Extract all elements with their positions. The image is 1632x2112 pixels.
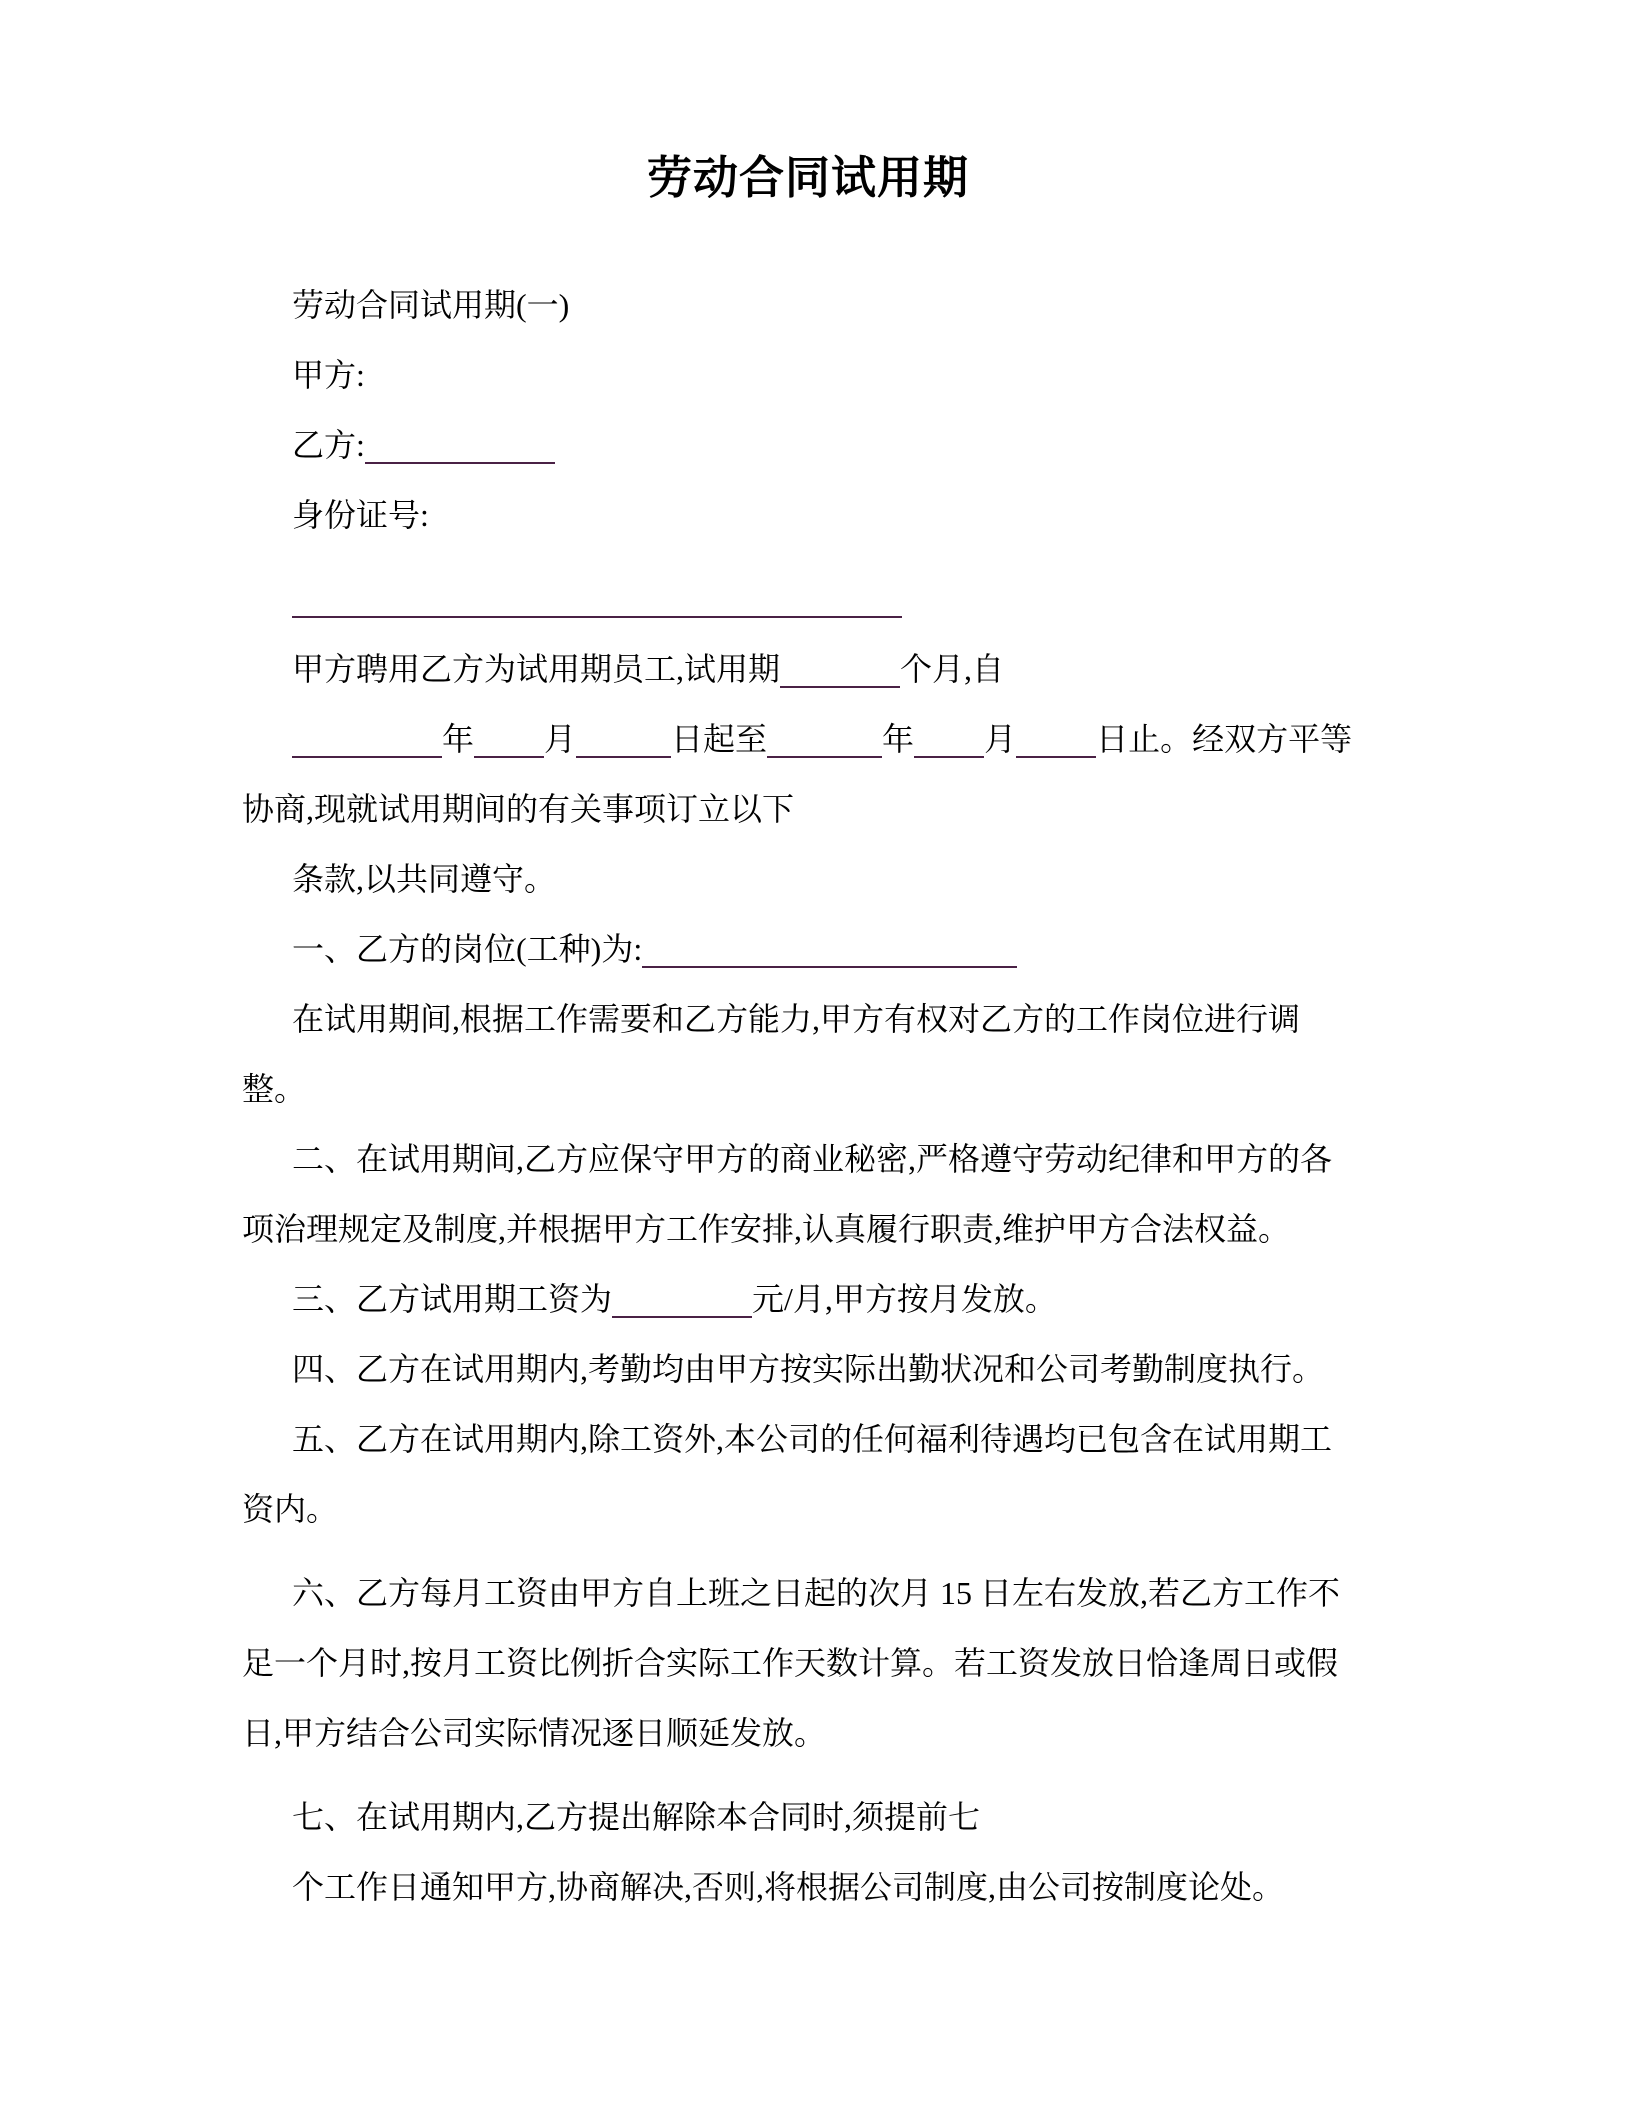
paragraph-line xyxy=(242,1782,1374,1852)
text-run: 日起至 xyxy=(671,721,768,757)
fill-in-blank-underline xyxy=(1016,756,1096,758)
paragraph-line xyxy=(242,844,1374,914)
fill-in-blank-underline xyxy=(365,462,555,464)
paragraph-line xyxy=(242,774,1374,844)
fill-in-blank-underline xyxy=(474,756,544,758)
text-run: 个月,自 xyxy=(900,651,1005,687)
text-run: 足一个月时,按月工资比例折合实际工作天数计算。若工资发放日恰逢周日或假 xyxy=(242,1645,1339,1681)
text-run: 一、乙方的岗位(工种)为: xyxy=(292,931,643,967)
document-body xyxy=(242,270,1374,1922)
fill-in-blank-underline xyxy=(292,756,442,758)
paragraph-line xyxy=(242,340,1374,410)
text-run: 整。 xyxy=(242,1071,307,1107)
paragraph-line xyxy=(242,1474,1374,1544)
text-run: 日止。经双方平等 xyxy=(1096,721,1353,757)
paragraph-line xyxy=(242,410,1374,480)
text-run: 协商,现就试用期间的有关事项订立以下 xyxy=(242,791,795,827)
text-run: 四、乙方在试用期内,考勤均由甲方按实际出勤状况和公司考勤制度执行。 xyxy=(292,1351,1325,1387)
paragraph-line xyxy=(242,1404,1374,1474)
paragraph-line xyxy=(242,1124,1374,1194)
fill-in-blank-underline xyxy=(914,756,984,758)
fill-in-blank-underline xyxy=(292,616,902,618)
paragraph-line xyxy=(242,914,1374,984)
text-run: 劳动合同试用期(一) xyxy=(292,287,570,323)
text-run: 日,甲方结合公司实际情况逐日顺延发放。 xyxy=(242,1715,827,1751)
text-run: 年 xyxy=(882,721,915,757)
text-run: 月 xyxy=(984,721,1017,757)
fill-in-blank-underline xyxy=(642,966,1017,968)
paragraph-line xyxy=(242,984,1374,1054)
text-run: 项治理规定及制度,并根据甲方工作安排,认真履行职责,维护甲方合法权益。 xyxy=(242,1211,1291,1247)
document-title: 劳动合同试用期 xyxy=(646,153,969,203)
paragraph-line xyxy=(242,704,1374,774)
paragraph-line xyxy=(242,1194,1374,1264)
paragraph-line xyxy=(242,1334,1374,1404)
text-run: 在试用期间,根据工作需要和乙方能力,甲方有权对乙方的工作岗位进行调 xyxy=(292,1001,1301,1037)
text-run: 条款,以共同遵守。 xyxy=(292,861,557,897)
fill-in-blank-underline xyxy=(612,1316,752,1318)
fill-in-blank-underline xyxy=(576,756,671,758)
text-run: 五、乙方在试用期内,除工资外,本公司的任何福利待遇均已包含在试用期工 xyxy=(292,1421,1333,1457)
text-run: 七、在试用期内,乙方提出解除本合同时,须提前七 xyxy=(292,1799,981,1835)
paragraph-line xyxy=(242,634,1374,704)
paragraph-line xyxy=(242,564,1374,634)
text-run: 月 xyxy=(544,721,577,757)
text-run: 二、在试用期间,乙方应保守甲方的商业秘密,严格遵守劳动纪律和甲方的各 xyxy=(292,1141,1333,1177)
paragraph-line xyxy=(242,1054,1374,1124)
paragraph-line xyxy=(242,1852,1374,1922)
text-run: 乙方: xyxy=(292,427,365,463)
paragraph-line xyxy=(242,480,1374,550)
text-run: 个工作日通知甲方,协商解决,否则,将根据公司制度,由公司按制度论处。 xyxy=(292,1869,1285,1905)
text-run: 三、乙方试用期工资为 xyxy=(292,1281,613,1317)
text-run: 六、乙方每月工资由甲方自上班之日起的次月 15 日左右发放,若乙方工作不 xyxy=(292,1575,1341,1611)
paragraph-line xyxy=(242,1628,1374,1698)
text-run: 甲方: xyxy=(292,357,365,393)
fill-in-blank-underline xyxy=(780,686,900,688)
text-run: 身份证号: xyxy=(292,497,429,533)
paragraph-line xyxy=(242,1698,1374,1768)
fill-in-blank-underline xyxy=(767,756,882,758)
paragraph-line xyxy=(242,270,1374,340)
text-run: 资内。 xyxy=(242,1491,339,1527)
text-run: 元/月,甲方按月发放。 xyxy=(752,1281,1057,1317)
paragraph-line xyxy=(242,1558,1374,1628)
paragraph-line xyxy=(242,1264,1374,1334)
text-run: 甲方聘用乙方为试用期员工,试用期 xyxy=(292,651,781,687)
text-run: 年 xyxy=(442,721,475,757)
